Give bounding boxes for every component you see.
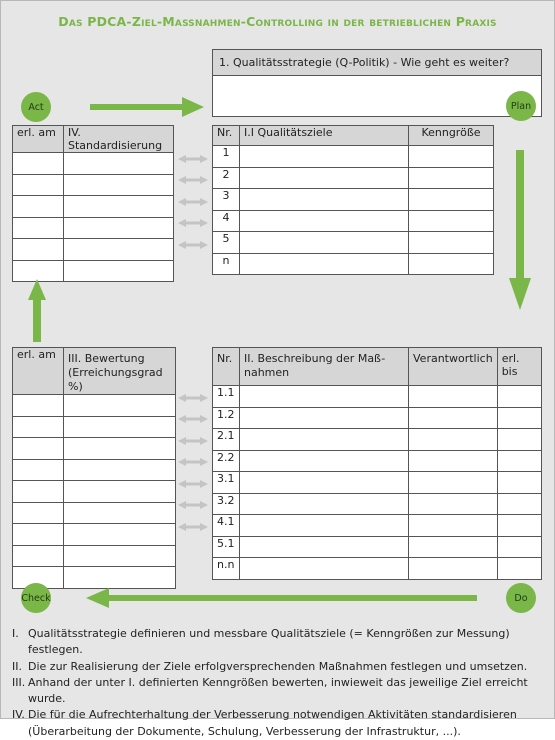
do-badge: Do [506, 583, 536, 613]
double-arrow-icon [178, 241, 208, 249]
table-cell [240, 232, 409, 254]
table-cell [64, 524, 176, 546]
table-cell [497, 515, 541, 537]
table-cell [13, 545, 64, 567]
strategy-heading: 1. Qualitätsstrategie (Q-Politik) - Wie geht es weiter? [213, 50, 541, 76]
table-cell [497, 429, 541, 451]
table-cell [13, 459, 64, 481]
table-cell [240, 146, 409, 168]
table-cell [497, 558, 541, 580]
legend-text: Die zur Realisierung der Ziele erfolgversprechenden Maßnahmen festlegen und umsetzen. [28, 659, 528, 673]
table-cell [409, 232, 494, 254]
col-beschreibung-line1: II. Beschreibung der Maß- [244, 352, 386, 365]
row-number: 5 [213, 232, 240, 254]
table-cell [13, 174, 64, 196]
table-cell [64, 260, 174, 282]
table-cell [409, 515, 498, 537]
col-bewertung-line1: III. Bewertung [68, 352, 145, 365]
table-cell [240, 472, 409, 494]
table-cell [64, 217, 174, 239]
table-cell [240, 407, 409, 429]
link-arrows-bottom [176, 386, 210, 562]
legend-numeral: IV. [12, 708, 25, 722]
row-number: 1.1 [213, 386, 240, 408]
legend-text: Die für die Aufrechterhaltung der Verbesserung notwendigen Aktivitäten standardisieren (Überarbeitung der Dokumente, Schulung, Verbesserung der Infrastruktur, ...). [28, 708, 517, 738]
table-cell [240, 450, 409, 472]
double-arrow-icon [178, 198, 208, 206]
legend-item [12, 626, 547, 659]
row-number: n.n [213, 558, 240, 580]
table-cell [13, 196, 64, 218]
legend [12, 626, 547, 740]
table-cell [409, 536, 498, 558]
legend-item [12, 659, 547, 675]
col-bewertung [64, 348, 176, 395]
arrow-up-icon [27, 278, 47, 342]
arrow-down-icon [508, 150, 532, 312]
row-number: 3 [213, 189, 240, 211]
row-number: 4 [213, 210, 240, 232]
row-number: 4.1 [213, 515, 240, 537]
table-cell [409, 472, 498, 494]
table-cell [64, 567, 176, 589]
legend-numeral: II. [12, 659, 22, 673]
col-bewertung-line2: (Erreichungsgrad %) [68, 366, 163, 393]
table-cell [13, 153, 64, 175]
table-cell [409, 407, 498, 429]
double-arrow-icon [178, 458, 208, 466]
legend-item [12, 707, 547, 740]
table-cell [409, 210, 494, 232]
table-cell [240, 386, 409, 408]
table-cell [497, 386, 541, 408]
link-arrows-top [176, 147, 210, 271]
row-number: 1 [213, 146, 240, 168]
double-arrow-icon [178, 394, 208, 402]
table-cell [409, 429, 498, 451]
table-cell [13, 239, 64, 261]
arrow-left-icon [85, 587, 477, 609]
double-arrow-icon [178, 523, 208, 531]
table-cell [13, 438, 64, 460]
table-cell [64, 416, 176, 438]
table-cell [240, 167, 409, 189]
table-cell [13, 502, 64, 524]
double-arrow-icon [178, 415, 208, 423]
legend-text: Anhand der unter I. definierten Kenngrößen bewerten, inwieweit das jeweilige Ziel erreicht wurde. [28, 675, 528, 706]
table-cell [497, 536, 541, 558]
table-cell [64, 395, 176, 417]
strategy-box [212, 49, 542, 117]
double-arrow-icon [178, 480, 208, 488]
table-cell [240, 536, 409, 558]
col-verantwortlich: Verantwortlich [409, 348, 498, 386]
check-badge: Check [21, 583, 51, 613]
legend-numeral: I. [12, 627, 19, 640]
col-standardisierung: IV. Standardisierung [64, 126, 174, 153]
legend-numeral: III. [12, 675, 26, 689]
row-number: 1.2 [213, 407, 240, 429]
table-cell [13, 481, 64, 503]
col-qualitaetsziele: I.I Qualitätsziele [240, 126, 409, 146]
measures-table [212, 347, 542, 580]
table-cell [240, 210, 409, 232]
quality-goals-table [212, 125, 494, 275]
table-cell [64, 239, 174, 261]
row-number: 3.2 [213, 493, 240, 515]
table-cell [64, 502, 176, 524]
table-cell [497, 450, 541, 472]
table-cell [240, 515, 409, 537]
table-cell [240, 253, 409, 275]
page-title: Das PDCA-Ziel-Maßnahmen-Controlling in der betrieblichen Praxis [58, 14, 497, 29]
legend-text: Qualitätsstrategie definieren und messbare Qualitätsziele (= Kenngrößen zur Messung) festlegen. [28, 627, 510, 657]
plan-badge: Plan [506, 91, 536, 121]
row-number: 2 [213, 167, 240, 189]
col-erl-am: erl. am [13, 348, 64, 395]
table-cell [64, 438, 176, 460]
table-cell [64, 481, 176, 503]
table-cell [409, 146, 494, 168]
table-cell [409, 386, 498, 408]
col-erl-am: erl. am [13, 126, 64, 153]
legend-item [12, 675, 547, 708]
table-cell [409, 493, 498, 515]
col-beschreibung [240, 348, 409, 386]
table-cell [13, 217, 64, 239]
row-number: 2.2 [213, 450, 240, 472]
table-cell [409, 253, 494, 275]
table-cell [497, 472, 541, 494]
double-arrow-icon [178, 155, 208, 163]
col-nr: Nr. [213, 348, 240, 386]
standardization-table [12, 125, 174, 282]
table-cell [409, 167, 494, 189]
col-nr: Nr. [213, 126, 240, 146]
row-number: 3.1 [213, 472, 240, 494]
table-cell [64, 545, 176, 567]
row-number: 5.1 [213, 536, 240, 558]
evaluation-table [12, 347, 176, 589]
table-cell [409, 189, 494, 211]
act-badge: Act [21, 92, 51, 122]
table-cell [240, 493, 409, 515]
row-number: 2.1 [213, 429, 240, 451]
double-arrow-icon [178, 176, 208, 184]
row-number: n [213, 253, 240, 275]
table-cell [497, 493, 541, 515]
table-cell [409, 558, 498, 580]
double-arrow-icon [178, 501, 208, 509]
table-cell [240, 189, 409, 211]
table-cell [13, 395, 64, 417]
col-beschreibung-line2: nahmen [244, 366, 290, 379]
table-cell [240, 558, 409, 580]
table-cell [240, 429, 409, 451]
table-cell [13, 524, 64, 546]
arrow-right-icon [90, 96, 206, 118]
table-cell [64, 196, 174, 218]
double-arrow-icon [178, 437, 208, 445]
table-cell [409, 450, 498, 472]
double-arrow-icon [178, 219, 208, 227]
table-cell [64, 153, 174, 175]
col-erl-bis: erl. bis [497, 348, 541, 386]
col-kenngroesse: Kenngröße [409, 126, 494, 146]
table-cell [497, 407, 541, 429]
table-cell [64, 459, 176, 481]
table-cell [13, 416, 64, 438]
table-cell [64, 174, 174, 196]
